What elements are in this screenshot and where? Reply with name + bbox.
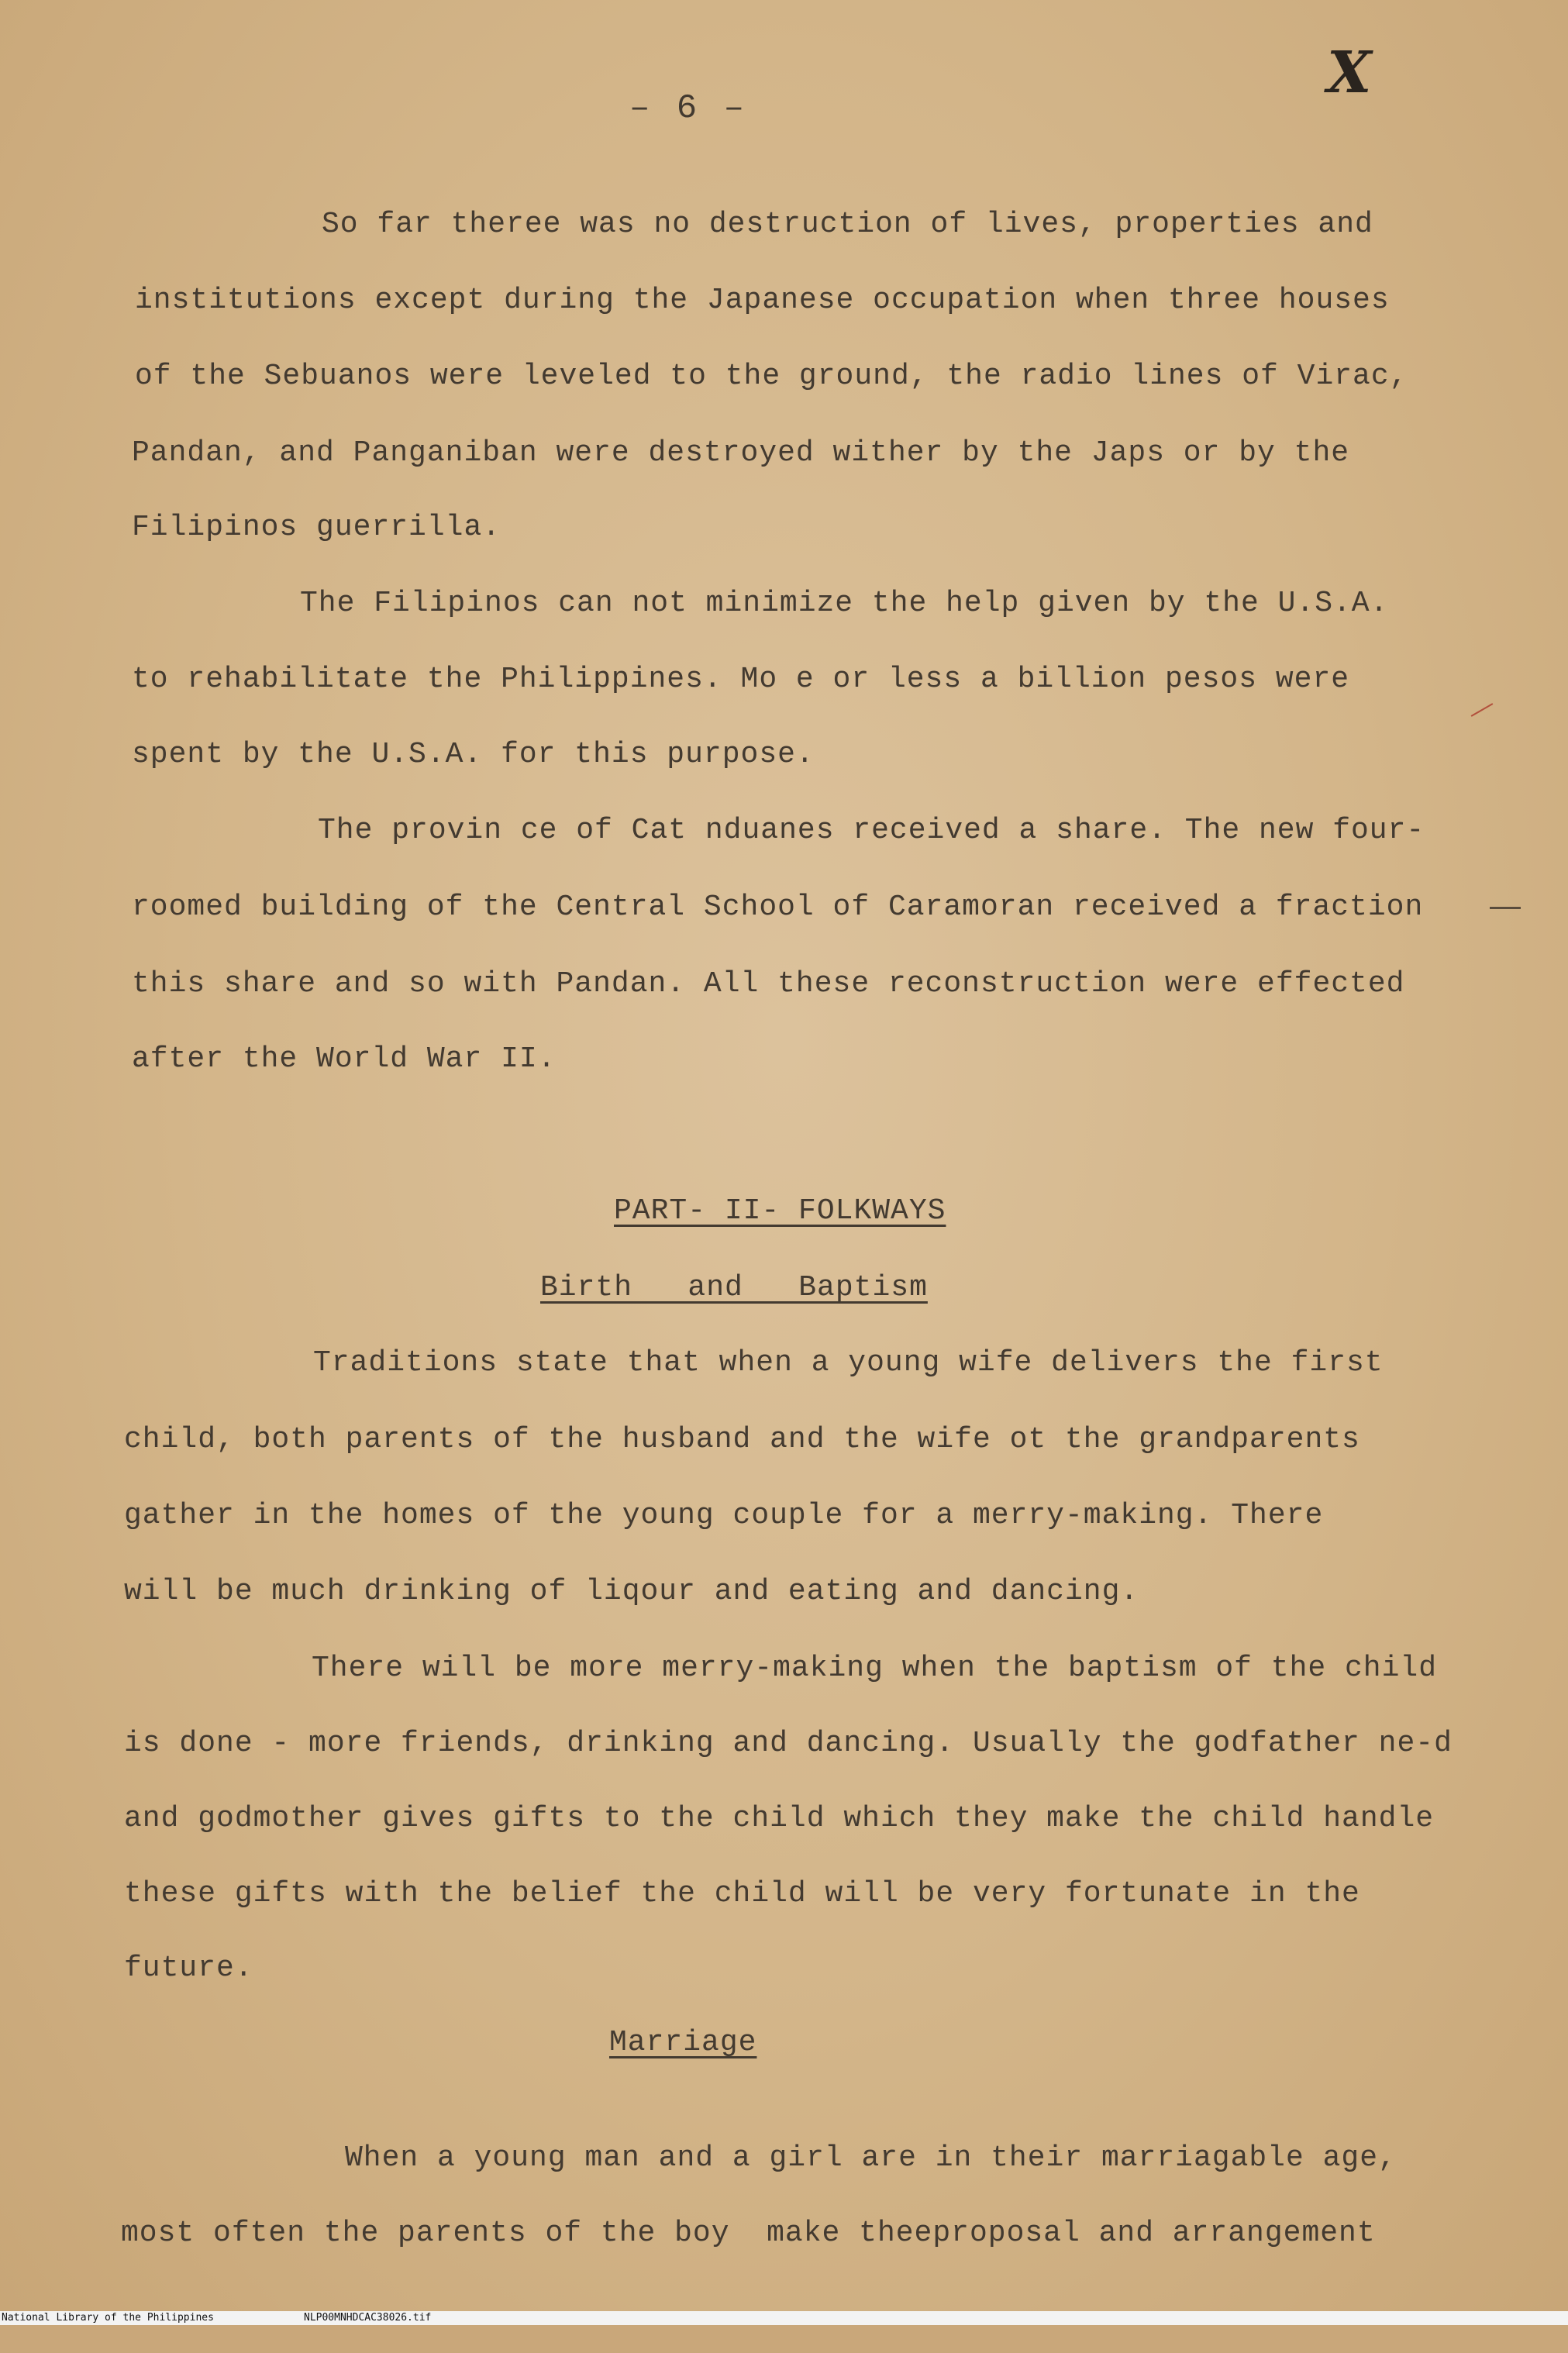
text-line: and godmother gives gifts to the child which they make the child handle — [124, 1802, 1435, 1835]
text-line: There will be more merry-making when the baptism of the child — [312, 1652, 1438, 1685]
text-line: is done - more friends, drinking and dancing. Usually the godfather ne-d — [124, 1727, 1453, 1760]
text-line: child, both parents of the husband and the wife ot the grandparents — [124, 1423, 1360, 1456]
page-number: – 6 – — [629, 89, 748, 128]
text-line: institutions except during the Japanese occupation when three houses — [135, 284, 1390, 317]
scan-footer — [0, 2311, 1568, 2325]
margin-tick — [1490, 907, 1521, 909]
pencil-tick — [1471, 703, 1494, 717]
text-line: these gifts with the belief the child will be very fortunate in the — [124, 1877, 1360, 1910]
text-line: Traditions state that when a young wife delivers the first — [313, 1346, 1384, 1380]
text-line: gather in the homes of the young couple for a merry-making. There — [124, 1499, 1324, 1532]
footer-library: National Library of the Philippines — [2, 2312, 214, 2324]
text-line: roomed building of the Central School of Caramoran received a fraction — [132, 891, 1424, 924]
text-line: will be much drinking of liqour and eating and dancing. — [124, 1575, 1139, 1608]
text-line: Pandan, and Panganiban were destroyed wither by the Japs or by the — [132, 436, 1350, 470]
text-line: of the Sebuanos were leveled to the ground, the radio lines of Virac, — [135, 360, 1408, 393]
text-line: to rehabilitate the Philippines. Mo e or less a billion pesos were — [132, 663, 1350, 696]
handwritten-check-mark: X — [1327, 40, 1373, 106]
text-line: this share and so with Pandan. All these reconstruction were effected — [132, 967, 1405, 1001]
footer-file: NLP00MNHDCAC38026.tif — [304, 2312, 432, 2324]
text-line: So far theree was no destruction of lives, properties and — [322, 208, 1373, 241]
text-line: after the World War II. — [132, 1042, 557, 1076]
text-line: When a young man and a girl are in their marriagable age, — [345, 2141, 1397, 2175]
text-line: The Filipinos can not minimize the help given by the U.S.A. — [300, 587, 1389, 620]
section-heading: PART- II- FOLKWAYS — [614, 1194, 946, 1228]
subsection-heading: Marriage — [609, 2026, 757, 2059]
text-line: spent by the U.S.A. for this purpose. — [132, 738, 815, 771]
text-line: The provin ce of Cat nduanes received a share. The new four- — [318, 814, 1425, 847]
text-line: future. — [124, 1952, 253, 1985]
text-line: Filipinos guerrilla. — [132, 511, 501, 544]
text-line: most often the parents of the boy make theeproposal and arrangement — [121, 2217, 1376, 2250]
subsection-heading: Birth and Baptism — [540, 1271, 928, 1304]
